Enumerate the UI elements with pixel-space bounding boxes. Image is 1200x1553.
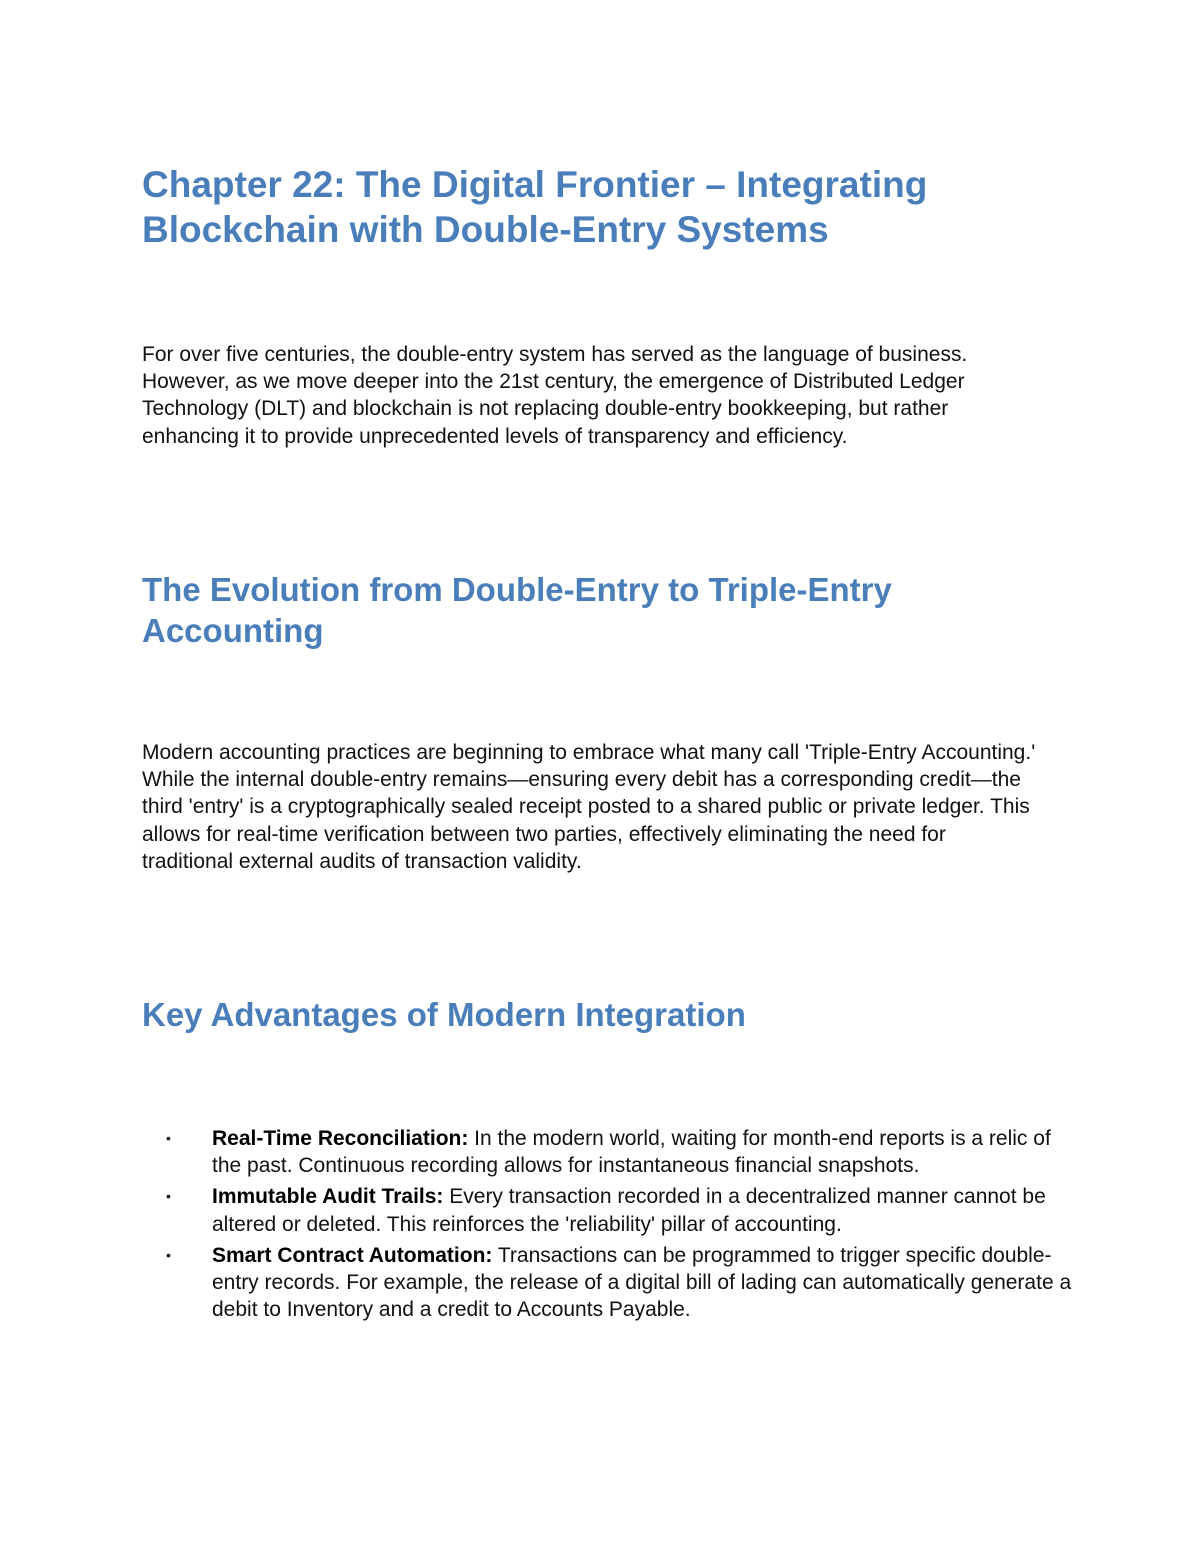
list-item-term: Real-Time Reconciliation: (212, 1127, 469, 1150)
list-item (142, 1125, 1072, 1179)
bullet-icon: • (166, 1188, 171, 1205)
list-item-text: In the modern world, waiting for month-end reports is a relic of the past. Continuous recording allows for instantaneous financial snapshots. (212, 1127, 1051, 1178)
list-item-text: Every transaction recorded in a decentralized manner cannot be altered or deleted. This reinforces the 'reliability' pillar of accounting. (212, 1185, 1046, 1236)
section-heading-advantages: Key Advantages of Modern Integration (142, 996, 746, 1033)
intro-paragraph: For over five centuries, the double-entry system has served as the language of business. However, as we move deeper into the 21st century, the emergence of Distributed Ledger Technology (DLT) and blockchain is not replacing double-entry bookkeeping, but rather enhancing it to provide unprecedented levels of transparency and efficiency. (142, 343, 968, 448)
bullet-icon: • (166, 1246, 171, 1263)
advantages-list (142, 1125, 1072, 1327)
list-item-text: Transactions can be programmed to trigger specific double-entry records. For example, the release of a digital bill of lading can automatically generate a debit to Inventory and a credit to Accounts Payable. (212, 1243, 1072, 1322)
list-item (142, 1183, 1072, 1237)
bullet-icon: • (166, 1130, 171, 1146)
evolution-paragraph: Modern accounting practices are beginning to embrace what many call 'Triple-Entry Accounting.' While the internal double-entry remains—ensuring every debit has a corresponding credit—the third 'entry' is a cryptographically sealed receipt posted to a shared public or private ledger. This allows for real-time verification between two parties, effectively eliminating the need for traditional external audits of transaction validity. (142, 741, 1036, 873)
section-heading-evolution: The Evolution from Double-Entry to Triple-Entry Accounting (142, 571, 892, 649)
list-item-term: Smart Contract Automation: (212, 1243, 493, 1267)
list-item (142, 1242, 1072, 1324)
list-item-term: Immutable Audit Trails: (212, 1185, 444, 1209)
chapter-title: Chapter 22: The Digital Frontier – Integrating Blockchain with Double-Entry Systems (142, 164, 928, 250)
